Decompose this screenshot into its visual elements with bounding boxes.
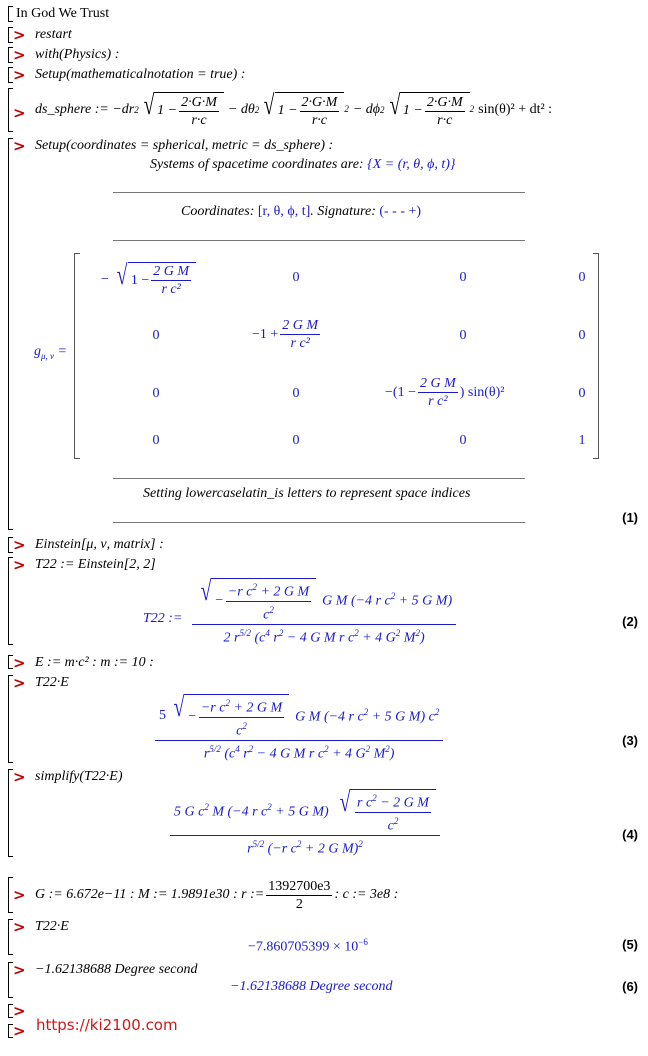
prompt-icon: > [13,1022,26,1040]
prompt-icon: > [13,961,26,979]
output-setting-line: Setting lowercaselatin_is letters to represent space indices [143,486,471,501]
signature-value: (- - - +) [379,204,422,219]
ds-dphi: − dϕ [352,102,381,117]
coords-label: Coordinates: [181,204,258,219]
prompt-icon: > [13,46,26,64]
r-denominator: 2 [295,896,303,912]
matrix-cell-34: 0 [578,386,586,401]
prompt-icon: > [13,654,26,672]
input-energy-def[interactable]: E := m·c² : m := 10 : [35,655,154,670]
matrix-cell-31: 0 [152,386,160,401]
input-restart[interactable]: restart [35,27,72,42]
input-constants[interactable] [35,876,398,914]
m22-num: 2 G M [282,318,319,333]
output-t22e: 5 √ − $\frac{-r c^2 + 2 G M}{c^2}$ G M (−4 r $c^2 + 5$ G M) $c^2$ $r^{5/2}$ ($c^4$ $r^2 - 4$ G M r $c^2 + 4$ $G^2$ $M^2$) [155,694,443,763]
ds-one-minus: 1 − [277,103,298,118]
matrix-cell-12: 0 [292,270,300,285]
ds-num: 2·G·M [301,94,338,110]
ds-den: r·c [311,112,327,128]
minus: − [100,271,110,287]
ds-one-minus: 1 − [157,103,178,118]
equation-label-6: (6) [622,979,638,994]
output-numeric-result [248,937,368,956]
prompt-icon: > [13,556,26,574]
prompt-icon: > [13,674,26,692]
matrix-cell-23: 0 [459,328,467,343]
equation-label-1: (1) [622,510,638,525]
m33-pre: −( [385,384,398,400]
matrix-cell-14: 0 [578,270,586,285]
worksheet-heading: In God We Trust [16,6,110,21]
prompt-icon: > [13,26,26,44]
watermark-text: https://ki2100.com [36,1016,178,1034]
g-symbol: g [34,344,41,359]
matrix-cell-11 [100,262,196,297]
m11-num: 2 G M [153,264,190,279]
prompt-icon: > [13,536,26,554]
divider [113,192,525,193]
output-simplify: 5 G $c^2$ M (−4 r $c^2 + 5$ G M) √ $\frac{r c^2 - 2 G M}{c^2}$ $r^{5/2}$ (−r $c^2 + 2$ G M)$^2$ [170,789,440,858]
sqrt-term-1: √ 1 − $\frac{2\cdot G\cdot M}{r\cdot c}$ [139,92,224,128]
one-minus: 1 − [130,272,150,288]
coords-value: [r, θ, ϕ, t] [257,204,311,219]
matrix-cell-21: 0 [152,328,160,343]
prompt-icon: > [13,66,26,84]
input-t22e[interactable]: T22·E [35,675,69,690]
g-subscript: μ, ν [41,350,55,361]
prompt-icon: > [13,918,26,936]
ds-dtheta: − dθ [227,102,255,117]
matrix-cell-44: 1 [578,433,586,448]
metric-label: $g_{\mu, \nu}$ = [34,344,67,361]
input-with-physics[interactable]: with(Physics) : [35,47,120,62]
matrix-left-bracket [74,253,80,459]
input-degree-second[interactable]: −1.62138688 Degree second [35,962,198,977]
m33-one: 1 − [397,384,416,400]
ds-tail: sin(θ)² + dt² : [478,102,553,117]
prompt-icon: > [13,768,26,786]
result-exponent: −6 [358,937,368,947]
sqrt-m11: √ 1 − $\frac{\text{2 G M}}{\text{r c²}}$ [112,262,196,297]
matrix-cell-13: 0 [459,270,467,285]
m22-den: r c² [290,336,310,351]
matrix-cell-22 [252,318,322,351]
input-t22e-numeric[interactable]: T22·E [35,919,69,934]
prompt-icon: > [13,886,26,904]
ds-num: 2·G·M [181,94,217,110]
systems-value: {X = (r, θ, ϕ, t)} [367,157,456,172]
divider [113,240,525,241]
input-setup-coordinates[interactable]: Setup(coordinates = spherical, metric = ds_sphere) : [35,138,334,153]
m22-pre: −1 + [252,326,279,342]
matrix-cell-42: 0 [292,433,300,448]
result-mantissa: −7.860705399 × 10 [248,939,359,955]
output-t22: √ − $\frac{-r c^2 + 2 G M}{c^2}$ G M (−4 r $c^2 + 5$ G M) 2 $r^{5/2}$ ($c^4$ $r^2 - 4$ G M r $c^2 + 4$ $G^2$ $M^2$) [192,578,456,647]
equation-label-2: (2) [622,614,638,629]
ds-den: r·c [437,112,453,128]
prompt-icon: > [13,104,26,122]
output-coordinates-line [181,204,421,220]
matrix-cell-43: 0 [459,433,467,448]
input-setup-notation[interactable]: Setup(mathematicalnotation = true) : [35,67,246,82]
m33-num: 2 G M [419,376,456,391]
sqrt-term-3: √ 1 − $\frac{2\cdot G\cdot M}{r\cdot c}$ [385,92,470,128]
equation-label-3: (3) [622,733,638,748]
matrix-cell-32: 0 [292,386,300,401]
r-numerator: 1392700e3 [268,878,331,894]
ds-num: 2·G·M [426,94,463,110]
prompt-icon: > [13,137,26,155]
m33-post: ) sin(θ)² [459,384,505,400]
ds-lhs: ds_sphere := −dr [35,102,135,117]
equation-label-5: (5) [622,937,638,952]
input-simplify[interactable]: simplify(T22·E) [35,769,123,784]
m33-den: r c² [428,394,448,409]
constants-tail: : c := 3e8 : [334,887,399,902]
output-systems-line [150,157,456,173]
equation-label-4: (4) [622,827,638,842]
divider [113,522,525,523]
divider [113,478,525,479]
matrix-cell-41: 0 [152,433,160,448]
matrix-cell-33 [385,376,504,409]
input-einstein-matrix[interactable]: Einstein[μ, ν, matrix] : [35,537,164,552]
matrix-cell-24: 0 [578,328,586,343]
m11-den: r c² [161,282,181,297]
input-t22[interactable]: T22 := Einstein[2, 2] [35,557,156,572]
ds-one-minus: 1 − [402,103,423,118]
constants-text: G := 6.672e−11 : M := 1.9891e30 : r := [35,887,265,902]
systems-label: Systems of spacetime coordinates are: [150,157,368,172]
signature-label: . Signature: [310,204,380,219]
prompt-icon: > [13,1002,26,1020]
ds-den: r·c [191,112,207,128]
t22-lhs: T22 := [143,611,183,626]
sqrt-term-2: √ 1 − $\frac{2\cdot G\cdot M}{r\cdot c}$ [259,92,344,128]
output-degree-second: −1.62138688 Degree second [230,979,393,994]
input-ds-sphere[interactable]: ds_sphere := −dr 2 √ 1 − $\frac{2\cdot G\cdot M}{r\cdot c}$ − dθ 2 √ 1 − $\frac{2\cdot G\cdot M}{r\cdot c}$ 2 − dϕ 2 √ 1 − $\frac{2\cdot G\cdot M}{r\cdot c}$ 2 sin(θ)² + dt² : [35,90,553,128]
